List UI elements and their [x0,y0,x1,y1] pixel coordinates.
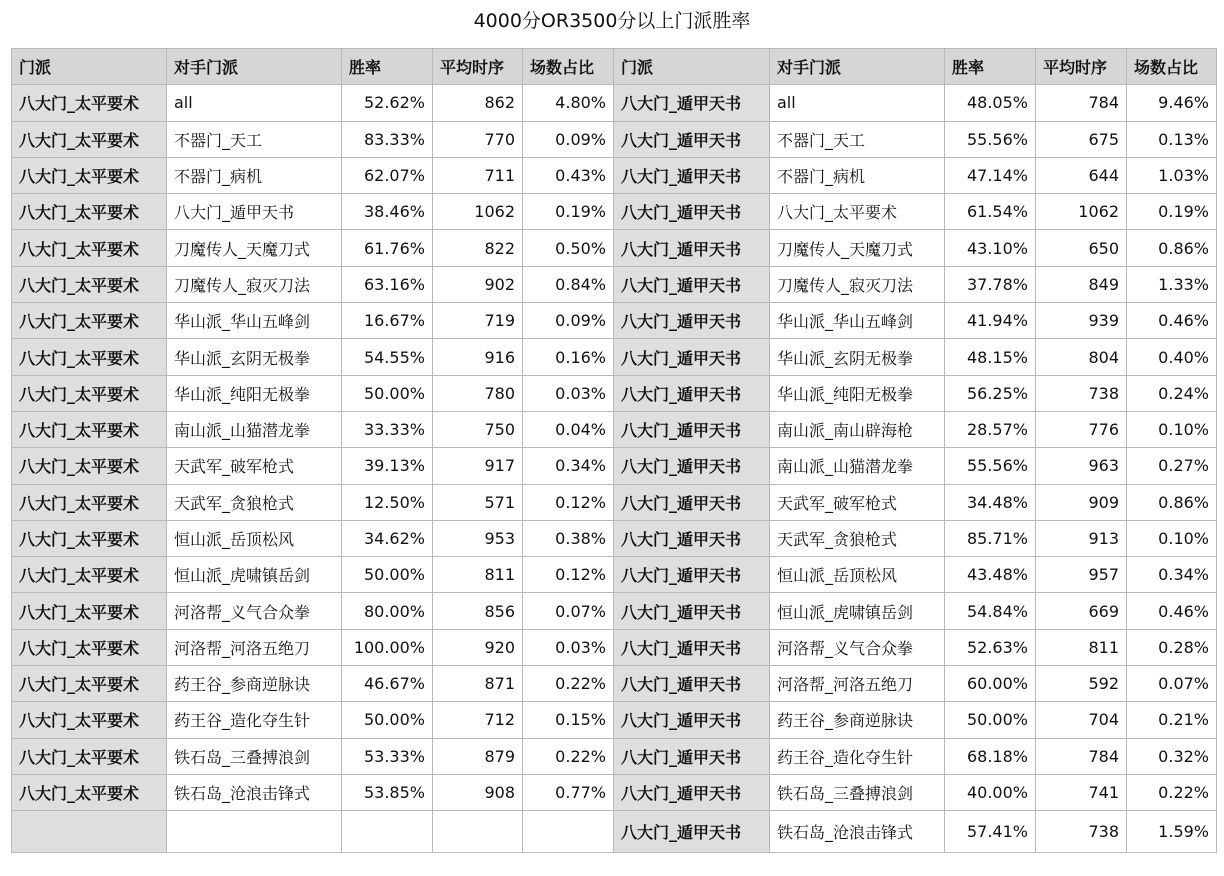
table-row [12,593,1217,629]
left-avg-time-cell: 908 [433,774,523,810]
left-opponent-cell: 华山派_华山五峰剑 [167,303,342,339]
left-opponent-cell: 不器门_病机 [167,157,342,193]
left-winrate-cell: 46.67% [342,666,433,702]
right-sect-cell: 八大门_遁甲天书 [614,702,770,738]
left-sect-cell: 八大门_太平要术 [12,484,167,520]
left-sect-cell: 八大门_太平要术 [12,194,167,230]
left-winrate-cell: 100.00% [342,629,433,665]
right-header-sect: 门派 [614,49,770,85]
table-row [12,121,1217,157]
left-winrate-cell: 53.33% [342,738,433,774]
right-opponent-cell: 河洛帮_义气合众拳 [770,629,945,665]
left-winrate-cell: 12.50% [342,484,433,520]
left-share-cell: 0.77% [523,774,614,810]
right-sect-cell: 八大门_遁甲天书 [614,303,770,339]
right-sect-cell: 八大门_遁甲天书 [614,266,770,302]
left-opponent-cell: 恒山派_岳顶松风 [167,520,342,556]
left-winrate-cell: 62.07% [342,157,433,193]
left-sect-cell: 八大门_太平要术 [12,375,167,411]
right-avg-time-cell: 669 [1036,593,1127,629]
right-avg-time-cell: 738 [1036,375,1127,411]
table-row [12,448,1217,484]
table-row [12,375,1217,411]
left-sect-cell [12,811,167,853]
winrate-table [11,48,1217,853]
right-winrate-cell: 60.00% [945,666,1036,702]
left-winrate-cell: 80.00% [342,593,433,629]
left-opponent-cell: 恒山派_虎啸镇岳剑 [167,557,342,593]
left-avg-time-cell: 711 [433,157,523,193]
table-row [12,411,1217,447]
right-share-cell: 0.32% [1127,738,1217,774]
left-opponent-cell: 华山派_玄阴无极拳 [167,339,342,375]
right-share-cell: 0.46% [1127,593,1217,629]
left-sect-cell: 八大门_太平要术 [12,629,167,665]
left-avg-time-cell: 822 [433,230,523,266]
left-share-cell: 0.09% [523,121,614,157]
right-opponent-cell: 不器门_病机 [770,157,945,193]
right-avg-time-cell: 1062 [1036,194,1127,230]
right-opponent-cell: 药王谷_造化夺生针 [770,738,945,774]
header-row [12,49,1217,85]
left-avg-time-cell: 917 [433,448,523,484]
right-share-cell: 0.10% [1127,520,1217,556]
left-sect-cell: 八大门_太平要术 [12,448,167,484]
table-row [12,738,1217,774]
right-header-opponent: 对手门派 [770,49,945,85]
left-opponent-cell: 河洛帮_河洛五绝刀 [167,629,342,665]
left-sect-cell: 八大门_太平要术 [12,303,167,339]
right-share-cell: 0.86% [1127,484,1217,520]
right-avg-time-cell: 592 [1036,666,1127,702]
table-row [12,266,1217,302]
left-winrate-cell: 34.62% [342,520,433,556]
left-winrate-cell: 54.55% [342,339,433,375]
left-opponent-cell: 刀魔传人_天魔刀式 [167,230,342,266]
left-winrate-cell: 52.62% [342,85,433,121]
right-opponent-cell: 不器门_天工 [770,121,945,157]
right-avg-time-cell: 784 [1036,85,1127,121]
right-share-cell: 0.86% [1127,230,1217,266]
left-share-cell: 0.50% [523,230,614,266]
left-sect-cell: 八大门_太平要术 [12,702,167,738]
left-share-cell: 0.12% [523,557,614,593]
left-sect-cell: 八大门_太平要术 [12,666,167,702]
table-row [12,484,1217,520]
left-winrate-cell: 83.33% [342,121,433,157]
right-sect-cell: 八大门_遁甲天书 [614,411,770,447]
right-avg-time-cell: 741 [1036,774,1127,810]
right-opponent-cell: 南山派_南山辟海枪 [770,411,945,447]
right-share-cell: 9.46% [1127,85,1217,121]
right-winrate-cell: 47.14% [945,157,1036,193]
right-share-cell: 0.10% [1127,411,1217,447]
left-avg-time-cell: 856 [433,593,523,629]
right-opponent-cell: 天武军_破军枪式 [770,484,945,520]
left-share-cell: 0.84% [523,266,614,302]
left-avg-time-cell: 571 [433,484,523,520]
left-avg-time-cell: 750 [433,411,523,447]
right-share-cell: 0.27% [1127,448,1217,484]
right-opponent-cell: 河洛帮_河洛五绝刀 [770,666,945,702]
left-avg-time-cell: 1062 [433,194,523,230]
left-winrate-cell: 53.85% [342,774,433,810]
right-sect-cell: 八大门_遁甲天书 [614,448,770,484]
left-sect-cell: 八大门_太平要术 [12,85,167,121]
left-winrate-cell: 61.76% [342,230,433,266]
right-winrate-cell: 54.84% [945,593,1036,629]
right-winrate-cell: 57.41% [945,811,1036,853]
left-avg-time-cell: 916 [433,339,523,375]
left-sect-cell: 八大门_太平要术 [12,557,167,593]
left-winrate-cell: 50.00% [342,557,433,593]
right-share-cell: 0.22% [1127,774,1217,810]
right-avg-time-cell: 849 [1036,266,1127,302]
right-winrate-cell: 40.00% [945,774,1036,810]
right-sect-cell: 八大门_遁甲天书 [614,194,770,230]
right-share-cell: 0.21% [1127,702,1217,738]
left-share-cell: 0.03% [523,375,614,411]
left-opponent-cell: 天武军_破军枪式 [167,448,342,484]
right-opponent-cell: 恒山派_虎啸镇岳剑 [770,593,945,629]
table-row [12,774,1217,810]
left-share-cell: 0.16% [523,339,614,375]
left-header-sect: 门派 [12,49,167,85]
right-sect-cell: 八大门_遁甲天书 [614,85,770,121]
left-share-cell: 0.22% [523,666,614,702]
right-winrate-cell: 48.15% [945,339,1036,375]
right-avg-time-cell: 957 [1036,557,1127,593]
right-share-cell: 0.28% [1127,629,1217,665]
left-avg-time-cell: 871 [433,666,523,702]
right-winrate-cell: 55.56% [945,448,1036,484]
left-share-cell: 0.12% [523,484,614,520]
left-avg-time-cell: 879 [433,738,523,774]
right-share-cell: 1.03% [1127,157,1217,193]
left-avg-time-cell [433,811,523,853]
left-opponent-cell: 天武军_贪狼枪式 [167,484,342,520]
right-winrate-cell: 34.48% [945,484,1036,520]
right-avg-time-cell: 776 [1036,411,1127,447]
left-sect-cell: 八大门_太平要术 [12,774,167,810]
left-opponent-cell: 河洛帮_义气合众拳 [167,593,342,629]
left-winrate-cell: 33.33% [342,411,433,447]
left-share-cell: 0.43% [523,157,614,193]
right-sect-cell: 八大门_遁甲天书 [614,629,770,665]
right-avg-time-cell: 784 [1036,738,1127,774]
table-row [12,520,1217,556]
right-sect-cell: 八大门_遁甲天书 [614,157,770,193]
left-header-share: 场数占比 [523,49,614,85]
left-share-cell: 0.15% [523,702,614,738]
table-row [12,230,1217,266]
left-sect-cell: 八大门_太平要术 [12,738,167,774]
right-avg-time-cell: 963 [1036,448,1127,484]
table-row [12,702,1217,738]
right-header-avg-time: 平均时序 [1036,49,1127,85]
left-opponent-cell: all [167,85,342,121]
right-share-cell: 0.13% [1127,121,1217,157]
left-share-cell: 0.03% [523,629,614,665]
left-opponent-cell: 八大门_遁甲天书 [167,194,342,230]
left-winrate-cell: 16.67% [342,303,433,339]
right-winrate-cell: 48.05% [945,85,1036,121]
right-avg-time-cell: 939 [1036,303,1127,339]
left-winrate-cell: 63.16% [342,266,433,302]
right-winrate-cell: 28.57% [945,411,1036,447]
left-header-opponent: 对手门派 [167,49,342,85]
right-avg-time-cell: 738 [1036,811,1127,853]
right-opponent-cell: 华山派_纯阳无极拳 [770,375,945,411]
right-share-cell: 1.59% [1127,811,1217,853]
left-sect-cell: 八大门_太平要术 [12,230,167,266]
right-opponent-cell: 南山派_山猫潜龙拳 [770,448,945,484]
right-avg-time-cell: 909 [1036,484,1127,520]
left-opponent-cell: 不器门_天工 [167,121,342,157]
left-opponent-cell: 南山派_山猫潜龙拳 [167,411,342,447]
table-row [12,811,1217,853]
table-row [12,157,1217,193]
left-share-cell: 0.22% [523,738,614,774]
right-winrate-cell: 50.00% [945,702,1036,738]
left-avg-time-cell: 719 [433,303,523,339]
right-share-cell: 0.40% [1127,339,1217,375]
left-winrate-cell: 50.00% [342,375,433,411]
table-body [12,85,1217,853]
left-avg-time-cell: 953 [433,520,523,556]
right-sect-cell: 八大门_遁甲天书 [614,375,770,411]
left-avg-time-cell: 811 [433,557,523,593]
right-winrate-cell: 68.18% [945,738,1036,774]
right-share-cell: 0.19% [1127,194,1217,230]
left-avg-time-cell: 712 [433,702,523,738]
right-winrate-cell: 43.10% [945,230,1036,266]
right-avg-time-cell: 650 [1036,230,1127,266]
right-winrate-cell: 43.48% [945,557,1036,593]
right-sect-cell: 八大门_遁甲天书 [614,774,770,810]
left-opponent-cell [167,811,342,853]
right-opponent-cell: 华山派_华山五峰剑 [770,303,945,339]
right-sect-cell: 八大门_遁甲天书 [614,738,770,774]
right-opponent-cell: all [770,85,945,121]
left-sect-cell: 八大门_太平要术 [12,411,167,447]
right-avg-time-cell: 644 [1036,157,1127,193]
right-avg-time-cell: 704 [1036,702,1127,738]
left-share-cell: 0.34% [523,448,614,484]
right-opponent-cell: 刀魔传人_天魔刀式 [770,230,945,266]
right-winrate-cell: 37.78% [945,266,1036,302]
left-opponent-cell: 华山派_纯阳无极拳 [167,375,342,411]
left-header-winrate: 胜率 [342,49,433,85]
page-title: 4000分OR3500分以上门派胜率 [473,10,751,32]
left-share-cell: 4.80% [523,85,614,121]
right-sect-cell: 八大门_遁甲天书 [614,339,770,375]
right-opponent-cell: 恒山派_岳顶松风 [770,557,945,593]
right-opponent-cell: 华山派_玄阴无极拳 [770,339,945,375]
left-share-cell: 0.07% [523,593,614,629]
right-sect-cell: 八大门_遁甲天书 [614,121,770,157]
left-winrate-cell: 39.13% [342,448,433,484]
right-opponent-cell: 天武军_贪狼枪式 [770,520,945,556]
left-winrate-cell: 38.46% [342,194,433,230]
right-winrate-cell: 41.94% [945,303,1036,339]
right-opponent-cell: 八大门_太平要术 [770,194,945,230]
right-share-cell: 0.34% [1127,557,1217,593]
right-winrate-cell: 61.54% [945,194,1036,230]
left-sect-cell: 八大门_太平要术 [12,593,167,629]
left-opponent-cell: 铁石岛_三叠搏浪剑 [167,738,342,774]
left-sect-cell: 八大门_太平要术 [12,266,167,302]
right-header-share: 场数占比 [1127,49,1217,85]
left-opponent-cell: 药王谷_造化夺生针 [167,702,342,738]
left-sect-cell: 八大门_太平要术 [12,520,167,556]
right-opponent-cell: 铁石岛_沧浪击锋式 [770,811,945,853]
table-row [12,666,1217,702]
right-share-cell: 0.07% [1127,666,1217,702]
left-avg-time-cell: 920 [433,629,523,665]
right-opponent-cell: 刀魔传人_寂灭刀法 [770,266,945,302]
left-sect-cell: 八大门_太平要术 [12,339,167,375]
left-header-avg-time: 平均时序 [433,49,523,85]
left-opponent-cell: 药王谷_参商逆脉诀 [167,666,342,702]
table-row [12,339,1217,375]
left-avg-time-cell: 770 [433,121,523,157]
right-opponent-cell: 铁石岛_三叠搏浪剑 [770,774,945,810]
left-share-cell: 0.38% [523,520,614,556]
right-sect-cell: 八大门_遁甲天书 [614,557,770,593]
table-row [12,85,1217,121]
right-opponent-cell: 药王谷_参商逆脉诀 [770,702,945,738]
right-sect-cell: 八大门_遁甲天书 [614,593,770,629]
right-sect-cell: 八大门_遁甲天书 [614,520,770,556]
left-sect-cell: 八大门_太平要术 [12,157,167,193]
right-sect-cell: 八大门_遁甲天书 [614,230,770,266]
table-row [12,629,1217,665]
right-header-winrate: 胜率 [945,49,1036,85]
left-winrate-cell [342,811,433,853]
right-avg-time-cell: 811 [1036,629,1127,665]
right-avg-time-cell: 804 [1036,339,1127,375]
left-opponent-cell: 刀魔传人_寂灭刀法 [167,266,342,302]
right-winrate-cell: 85.71% [945,520,1036,556]
left-avg-time-cell: 902 [433,266,523,302]
right-share-cell: 1.33% [1127,266,1217,302]
left-share-cell [523,811,614,853]
left-sect-cell: 八大门_太平要术 [12,121,167,157]
right-avg-time-cell: 913 [1036,520,1127,556]
right-share-cell: 0.24% [1127,375,1217,411]
right-winrate-cell: 55.56% [945,121,1036,157]
right-winrate-cell: 56.25% [945,375,1036,411]
right-sect-cell: 八大门_遁甲天书 [614,666,770,702]
table-row [12,557,1217,593]
left-winrate-cell: 50.00% [342,702,433,738]
left-share-cell: 0.09% [523,303,614,339]
right-winrate-cell: 52.63% [945,629,1036,665]
right-share-cell: 0.46% [1127,303,1217,339]
left-avg-time-cell: 862 [433,85,523,121]
left-share-cell: 0.04% [523,411,614,447]
right-avg-time-cell: 675 [1036,121,1127,157]
table-row [12,194,1217,230]
table-row [12,303,1217,339]
right-sect-cell: 八大门_遁甲天书 [614,811,770,853]
right-sect-cell: 八大门_遁甲天书 [614,484,770,520]
left-share-cell: 0.19% [523,194,614,230]
left-avg-time-cell: 780 [433,375,523,411]
left-opponent-cell: 铁石岛_沧浪击锋式 [167,774,342,810]
